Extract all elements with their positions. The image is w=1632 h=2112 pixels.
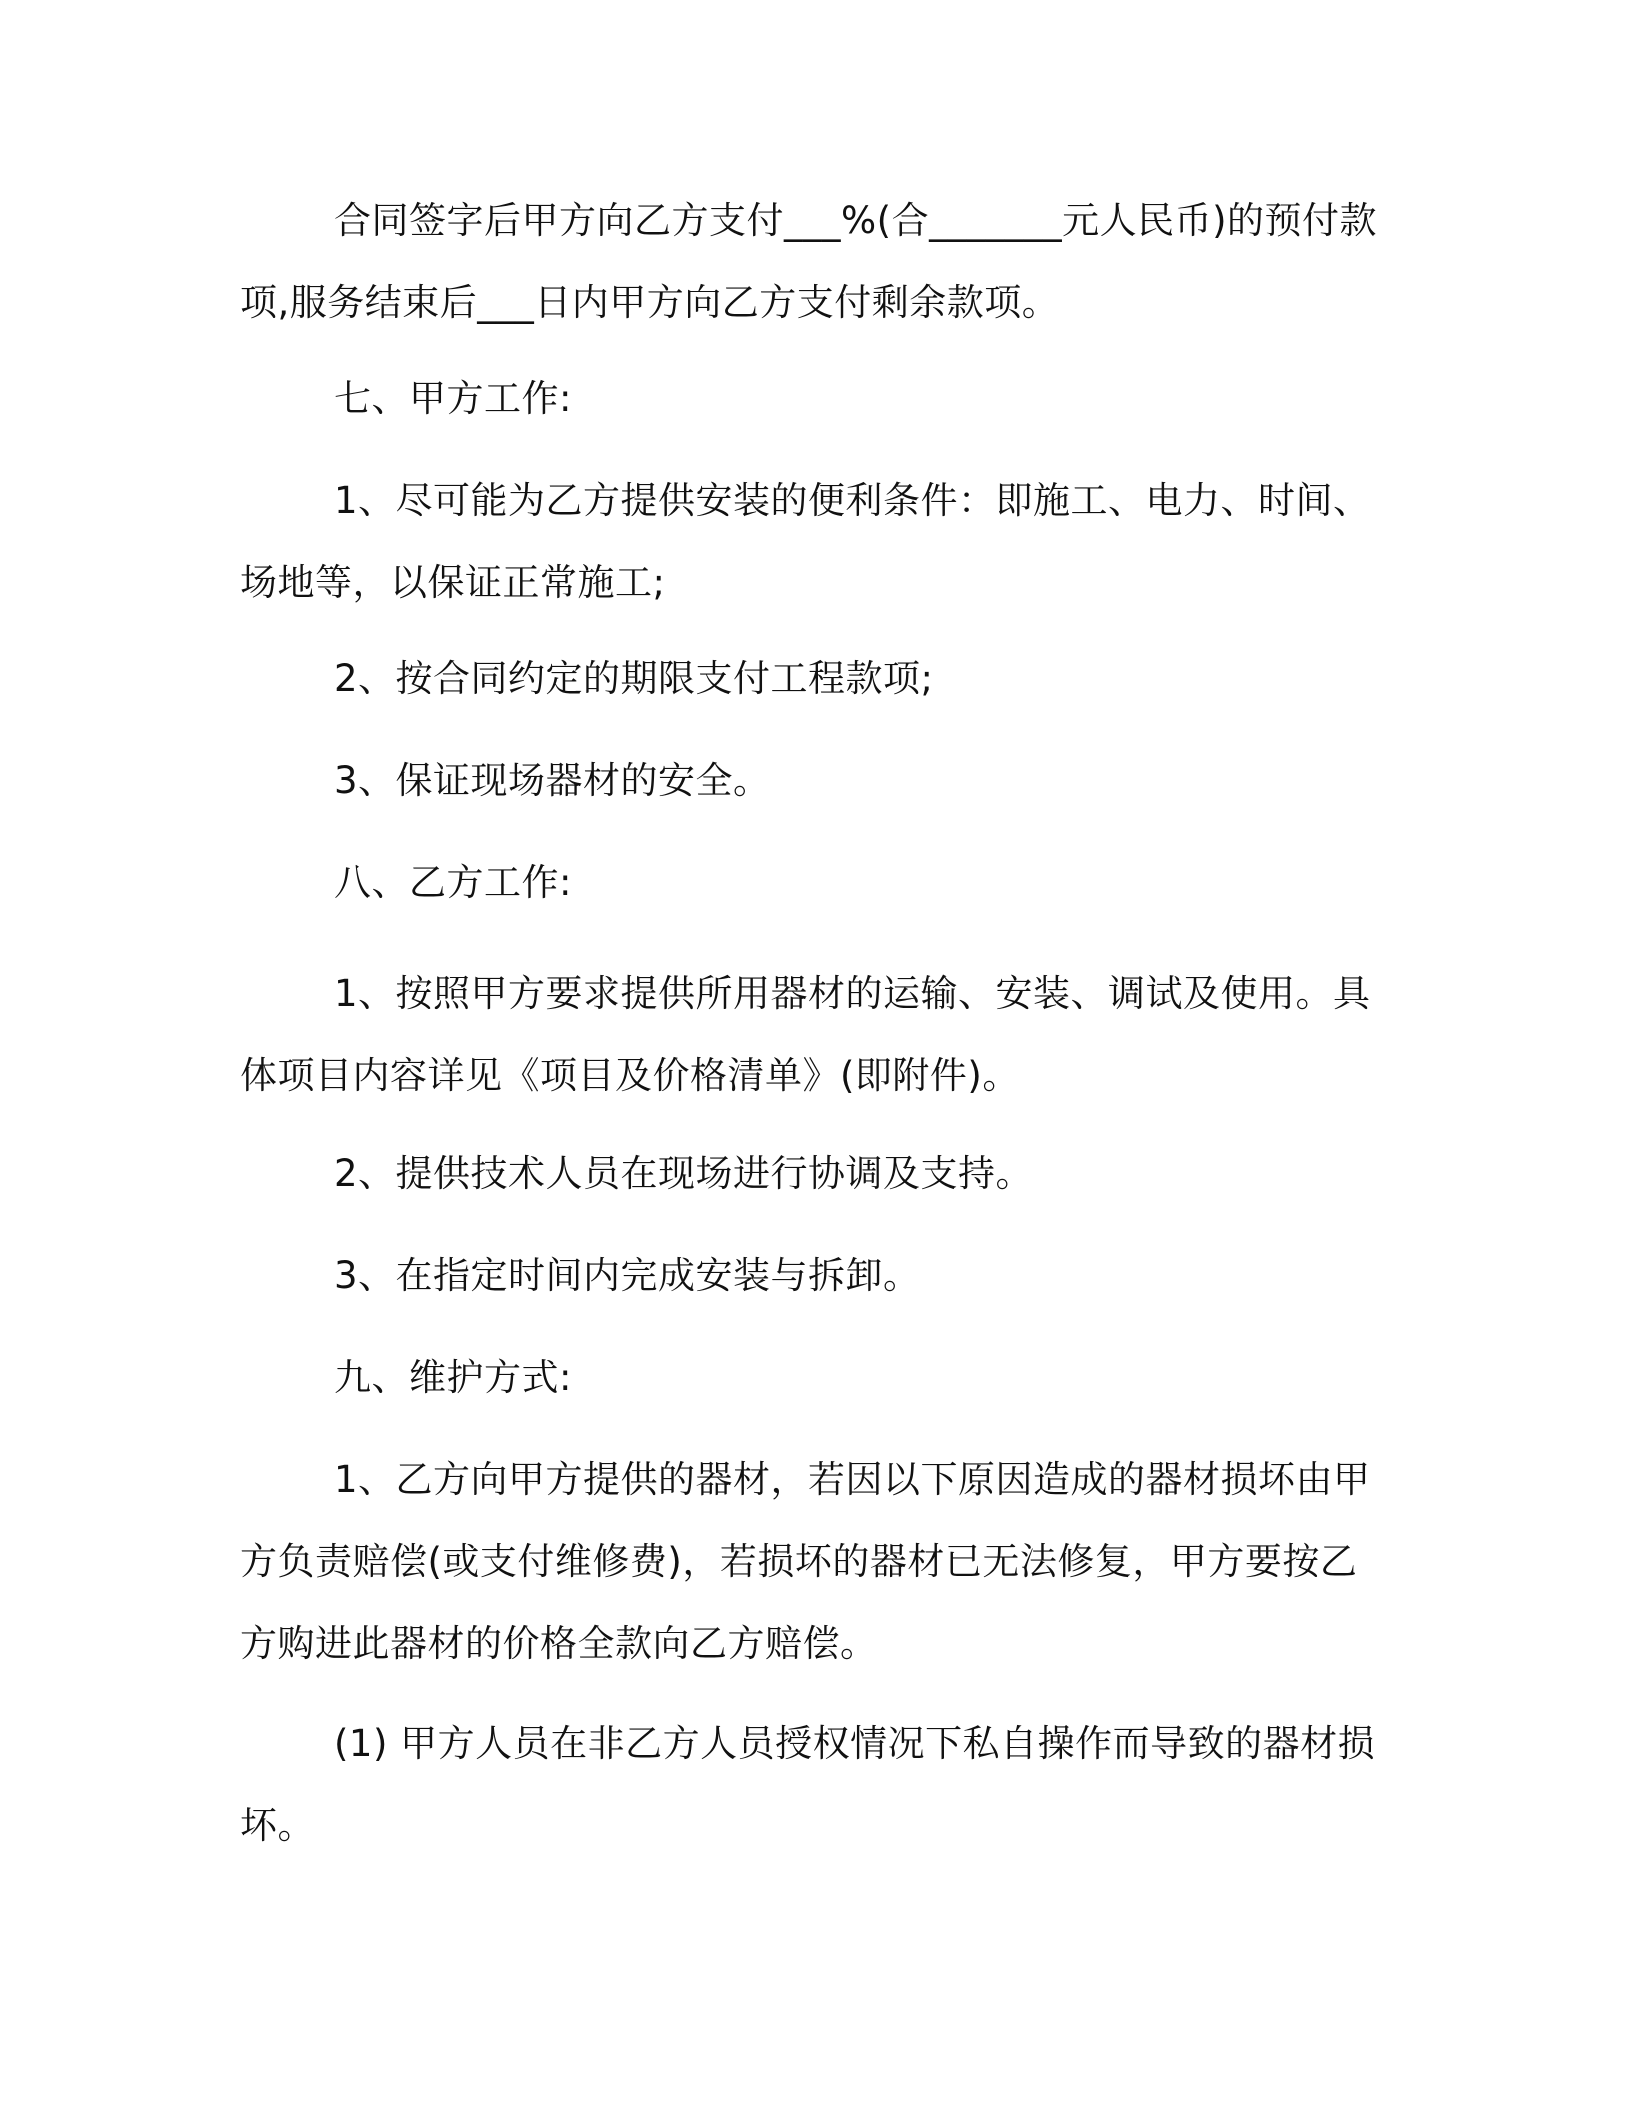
paragraph-party-b-item-3: 3、在指定时间内完成安装与拆卸。 — [334, 1254, 921, 1297]
paragraph-party-b-item-1: 1、按照甲方要求提供所用器材的运输、安装、调试及使用。具体项目内容详见《项目及价格清单》(即附件)。 — [240, 972, 1371, 1097]
paragraph-payment-terms: 合同签字后甲方向乙方支付___%(合_______元人民币)的预付款项,服务结束后___日内甲方向乙方支付剩余款项。 — [240, 199, 1378, 324]
paragraph-party-b-item-2: 2、提供技术人员在现场进行协调及支持。 — [334, 1152, 1034, 1195]
paragraph-party-a-item-2: 2、按合同约定的期限支付工程款项; — [334, 657, 934, 700]
paragraph-party-a-item-3: 3、保证现场器材的安全。 — [334, 759, 771, 802]
paragraph-party-a-item-1: 1、尽可能为乙方提供安装的便利条件：即施工、电力、时间、场地等，以保证正常施工; — [240, 479, 1371, 604]
paragraph-maintenance-item-1: 1、乙方向甲方提供的器材，若因以下原因造成的器材损坏由甲方负责赔偿(或支付维修费)，若损坏的器材已无法修复，甲方要按乙方购进此器材的价格全款向乙方赔偿。 — [240, 1458, 1371, 1665]
paragraph-maintenance-sub-1: (1) 甲方人员在非乙方人员授权情况下私自操作而导致的器材损坏。 — [240, 1722, 1376, 1847]
heading-maintenance: 九、维护方式: — [334, 1356, 572, 1399]
heading-party-a-work: 七、甲方工作: — [334, 377, 572, 420]
heading-party-b-work: 八、乙方工作: — [334, 861, 572, 904]
